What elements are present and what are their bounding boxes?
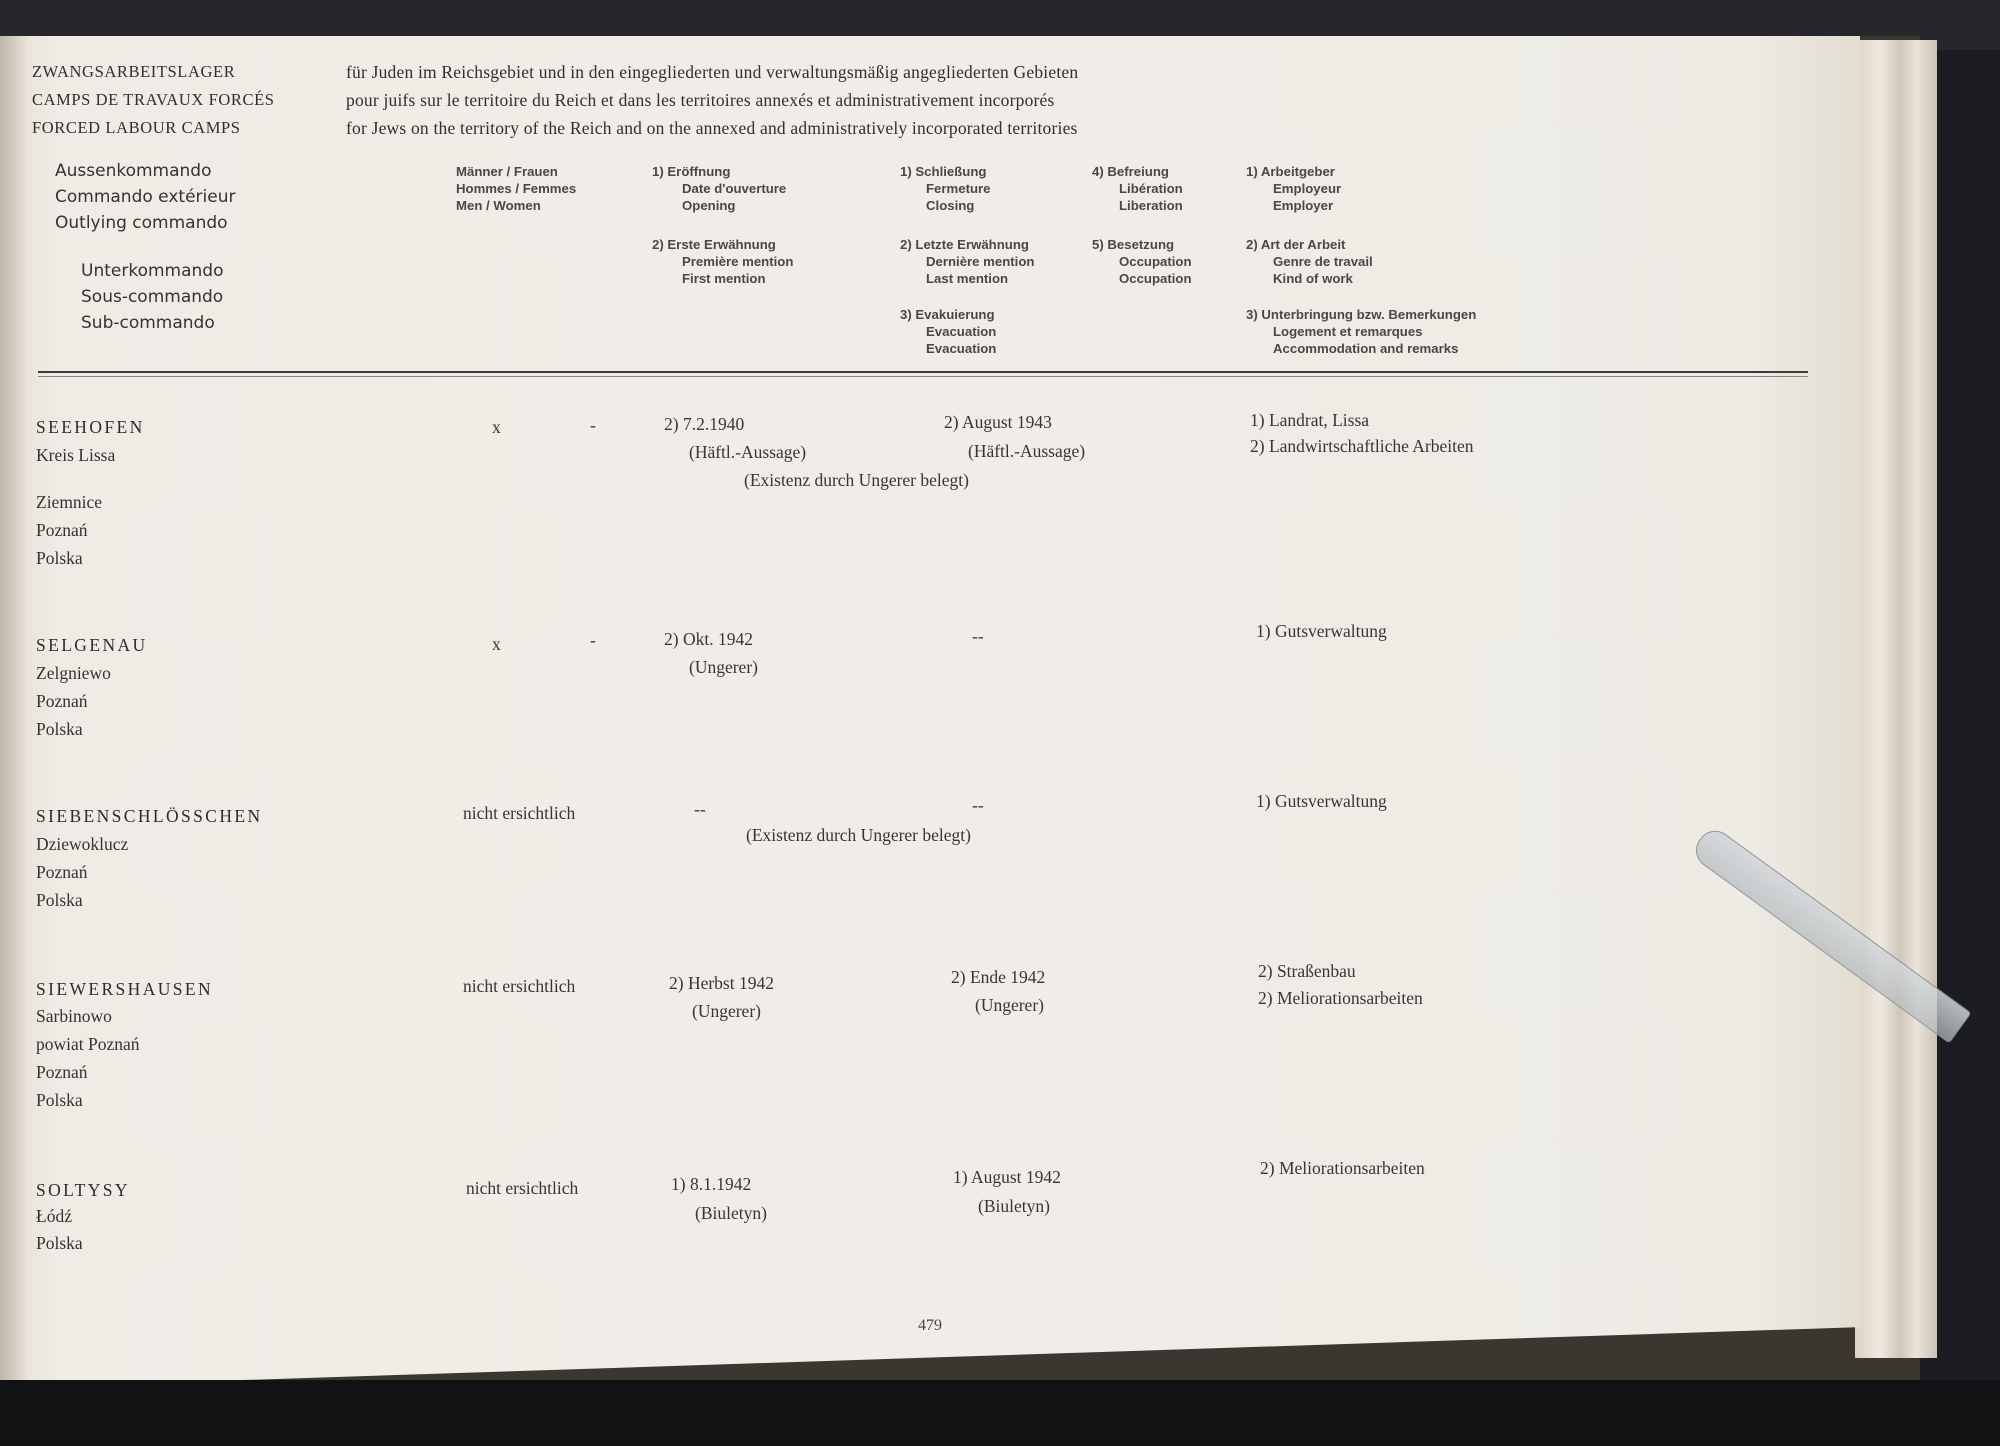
sex-not-evident: nicht ersichtlich <box>463 803 576 823</box>
colhead-sex: Männer / Frauen Hommes / Femmes Men / Women <box>456 164 577 213</box>
colhead-closing: 1) Schließung Fermeture Closing <box>900 164 991 213</box>
opening-source: (Biuletyn) <box>695 1203 767 1223</box>
closing-source: (Ungerer) <box>975 995 1044 1015</box>
work-value: 2) Landwirtschaftliche Arbeiten <box>1250 436 1474 456</box>
label-sub-fr: Sous-commando <box>81 287 224 307</box>
location-line: Polska <box>36 548 83 568</box>
existence-note: (Existenz durch Ungerer belegt) <box>744 470 969 490</box>
location-line: Polska <box>36 1233 83 1253</box>
opening-source: (Häftl.-Aussage) <box>689 442 807 462</box>
colhead-first-mention: 2) Erste Erwähnung Première mention First mention <box>652 237 794 286</box>
women-mark: - <box>590 415 596 435</box>
camp-name: SEEHOFEN <box>36 417 145 437</box>
work-value: 2) Meliorationsarbeiten <box>1258 988 1423 1008</box>
location-line: powiat Poznań <box>36 1034 140 1054</box>
label-outlying-fr: Commando extérieur <box>55 187 236 207</box>
book-gutter <box>0 36 26 1386</box>
header-rule <box>38 371 1808 373</box>
camp-name: SOLTYSY <box>36 1180 130 1200</box>
closing-value: -- <box>972 795 984 815</box>
location-line: Zelgniewo <box>36 663 111 683</box>
colhead-accommodation: 3) Unterbringung bzw. Bemerkungen Logement et remarques Accommodation and remarks <box>1246 307 1477 356</box>
closing-value: 2) Ende 1942 <box>951 967 1046 987</box>
camp-name: SIEBENSCHLÖSSCHEN <box>36 806 263 826</box>
colhead-occupation: 5) Besetzung Occupation Occupation <box>1092 237 1192 286</box>
closing-value: 2) August 1943 <box>944 412 1052 432</box>
location-line: Poznań <box>36 862 88 882</box>
subtitle-fr: pour juifs sur le territoire du Reich et dans les territoires annexés et administrativement incorporés <box>346 90 1055 110</box>
opening-source: (Ungerer) <box>692 1001 761 1021</box>
background-bottom <box>0 1380 2000 1446</box>
colhead-employer: 1) Arbeitgeber Employeur Employer <box>1246 164 1342 213</box>
header-rule-thin <box>38 376 1808 377</box>
title-en: FORCED LABOUR CAMPS <box>32 118 241 137</box>
opening-value: 1) 8.1.1942 <box>671 1174 752 1194</box>
closing-value: 1) August 1942 <box>953 1167 1061 1187</box>
label-outlying-en: Outlying commando <box>55 213 228 233</box>
location-line: Poznań <box>36 520 88 540</box>
location-line: Dziewoklucz <box>36 834 129 854</box>
men-mark: x <box>492 417 501 437</box>
employer-value: 1) Landrat, Lissa <box>1250 410 1370 430</box>
employer-value: 1) Gutsverwaltung <box>1256 791 1387 811</box>
label-sub-de: Unterkommando <box>81 261 224 281</box>
location-line: Polska <box>36 890 83 910</box>
colhead-liberation: 4) Befreiung Libération Liberation <box>1092 164 1183 213</box>
sex-not-evident: nicht ersichtlich <box>466 1178 579 1198</box>
opening-value: -- <box>694 799 706 819</box>
location-line: Polska <box>36 719 83 739</box>
sex-not-evident: nicht ersichtlich <box>463 976 576 996</box>
title-de: ZWANGSARBEITSLAGER <box>32 62 236 81</box>
label-sub-en: Sub-commando <box>81 313 215 333</box>
opening-value: 2) Okt. 1942 <box>664 629 753 649</box>
colhead-opening: 1) Eröffnung Date d'ouverture Opening <box>652 164 787 213</box>
page-edge-stack <box>1855 40 1937 1358</box>
location-line: Ziemnice <box>36 492 103 512</box>
location-line: Poznań <box>36 691 88 711</box>
colhead-last-mention: 2) Letzte Erwähnung Dernière mention Last mention <box>900 237 1035 286</box>
opening-source: (Ungerer) <box>689 657 758 677</box>
location-line: Kreis Lissa <box>36 445 116 465</box>
colhead-kind-of-work: 2) Art der Arbeit Genre de travail Kind of work <box>1246 237 1373 286</box>
subtitle-de: für Juden im Reichsgebiet und in den eingegliederten und verwaltungsmäßig angegliederten Gebieten <box>346 62 1079 82</box>
location-line: Sarbinowo <box>36 1006 112 1026</box>
subtitle-en: for Jews on the territory of the Reich and on the annexed and administratively incorporated territories <box>346 118 1078 138</box>
closing-source: (Häftl.-Aussage) <box>968 441 1086 461</box>
work-value: 2) Straßenbau <box>1258 961 1356 981</box>
existence-note: (Existenz durch Ungerer belegt) <box>746 825 971 845</box>
opening-value: 2) Herbst 1942 <box>669 973 774 993</box>
women-mark: - <box>590 630 596 650</box>
location-line: Poznań <box>36 1062 88 1082</box>
colhead-evacuation: 3) Evakuierung Evacuation Evacuation <box>900 307 997 356</box>
camp-name: SELGENAU <box>36 635 148 655</box>
label-outlying-de: Aussenkommando <box>55 161 212 181</box>
title-fr: CAMPS DE TRAVAUX FORCÉS <box>32 90 275 109</box>
page-number: 479 <box>918 1317 942 1334</box>
work-value: 2) Meliorationsarbeiten <box>1260 1158 1425 1178</box>
closing-source: (Biuletyn) <box>978 1196 1050 1216</box>
employer-value: 1) Gutsverwaltung <box>1256 621 1387 641</box>
closing-value: -- <box>972 626 984 646</box>
opening-value: 2) 7.2.1940 <box>664 414 745 434</box>
men-mark: x <box>492 634 501 654</box>
location-line: Łódź <box>36 1206 72 1226</box>
location-line: Polska <box>36 1090 83 1110</box>
camp-name: SIEWERSHAUSEN <box>36 979 214 999</box>
